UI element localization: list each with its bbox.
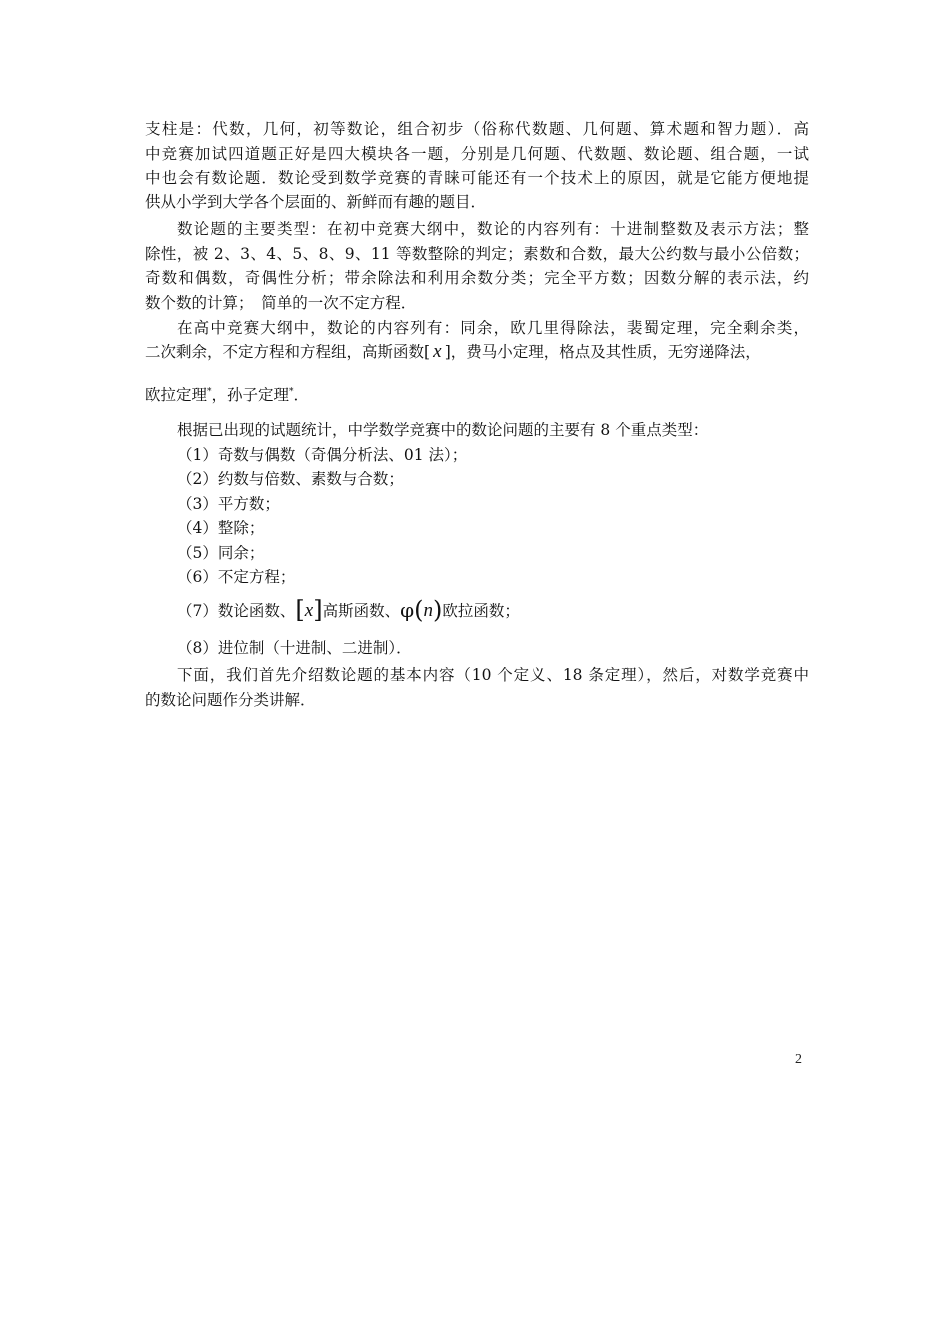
- sunzi-theorem-label: ，孙子定理: [211, 386, 290, 404]
- senior-line-2: 二次剩余，不定方程和方程组，高斯函数[ x ]，费马小定理，格点及其性质，无穷递降法，: [145, 341, 761, 362]
- list-item-2: （2）约数与倍数、素数与合数；: [177, 470, 404, 488]
- phi-symbol: φ: [400, 598, 415, 622]
- list-item-5: （5）同余；: [177, 544, 265, 562]
- list-item-7-x-variable: x: [304, 600, 314, 621]
- list-item-6: （6）不定方程；: [177, 568, 296, 586]
- stats-intro: 根据已出现的试题统计，中学数学竞赛中的数论问题的主要有 8 个重点类型：: [177, 421, 709, 439]
- senior-line-1: 在高中竞赛大纲中，数论的内容列有：同余，欧几里得除法，裴蜀定理，完全剩余类，: [177, 319, 809, 337]
- senior-line-3: [145, 380, 809, 407]
- list-item-7-prefix: （7）数论函数、: [177, 602, 296, 620]
- list-item-1: （1）奇数与偶数（奇偶分析法、01 法）；: [177, 446, 468, 464]
- closing-line-1: 下面，我们首先介绍数论题的基本内容（10 个定义、18 条定理），然后，对数学竞赛中: [177, 666, 809, 684]
- page-number: 2: [795, 1052, 802, 1067]
- junior-line-4: 数个数的计算； 简单的一次不定方程．: [145, 294, 417, 312]
- list-item-3: （3）平方数；: [177, 495, 280, 513]
- intro-line-4: 供从小学到大学各个层面的、新鲜而有趣的题目．: [145, 193, 487, 211]
- sunzi-theorem-star: *: [289, 387, 294, 397]
- list-item-7-mid: 高斯函数、: [322, 602, 401, 620]
- intro-line-3: 中也会有数论题．数论受到数学竞赛的青睐可能还有一个技术上的原因，就是它能方便地提: [145, 169, 809, 187]
- list-item-7-suffix: 欧拉函数；: [442, 602, 520, 620]
- list-item-8: （8）进位制（十进制、二进制）．: [177, 639, 412, 657]
- list-item-4: （4）整除；: [177, 519, 265, 537]
- closing-line-2: 的数论问题作分类讲解．: [145, 691, 316, 709]
- list-item-7-n-variable: n: [423, 600, 433, 621]
- gauss-x-variable: x: [433, 341, 442, 362]
- junior-line-3: 奇数和偶数，奇偶性分析；带余除法和利用余数分类；完全平方数；因数分解的表示法，约: [145, 269, 809, 287]
- list-item-7: （7）数论函数、[x]高斯函数、φ(n)欧拉函数；: [177, 596, 520, 624]
- intro-line-1: 支柱是：代数，几何，初等数论，组合初步（俗称代数题、几何题、算术题和智力题）．高: [145, 120, 809, 138]
- junior-line-2: 除性，被 2、3、4、5、8、9、11 等数整除的判定；素数和合数，最大公约数与最小公倍数；: [145, 245, 809, 263]
- senior-line-2-text-a: 二次剩余，不定方程和方程组，高斯函数: [145, 343, 425, 361]
- senior-line-3-end: ．: [293, 386, 310, 404]
- euler-theorem-label: 欧拉定理: [145, 386, 208, 404]
- junior-line-1: 数论题的主要类型：在初中竞赛大纲中，数论的内容列有：十进制整数及表示方法；整: [177, 220, 809, 238]
- intro-line-2: 中竞赛加试四道题正好是四大模块各一题，分别是几何题、代数题、数论题、组合题，一试: [145, 145, 809, 163]
- euler-theorem-star: *: [207, 387, 212, 397]
- senior-line-2-text-b: ，费马小定理，格点及其性质，无穷递降法，: [450, 343, 761, 361]
